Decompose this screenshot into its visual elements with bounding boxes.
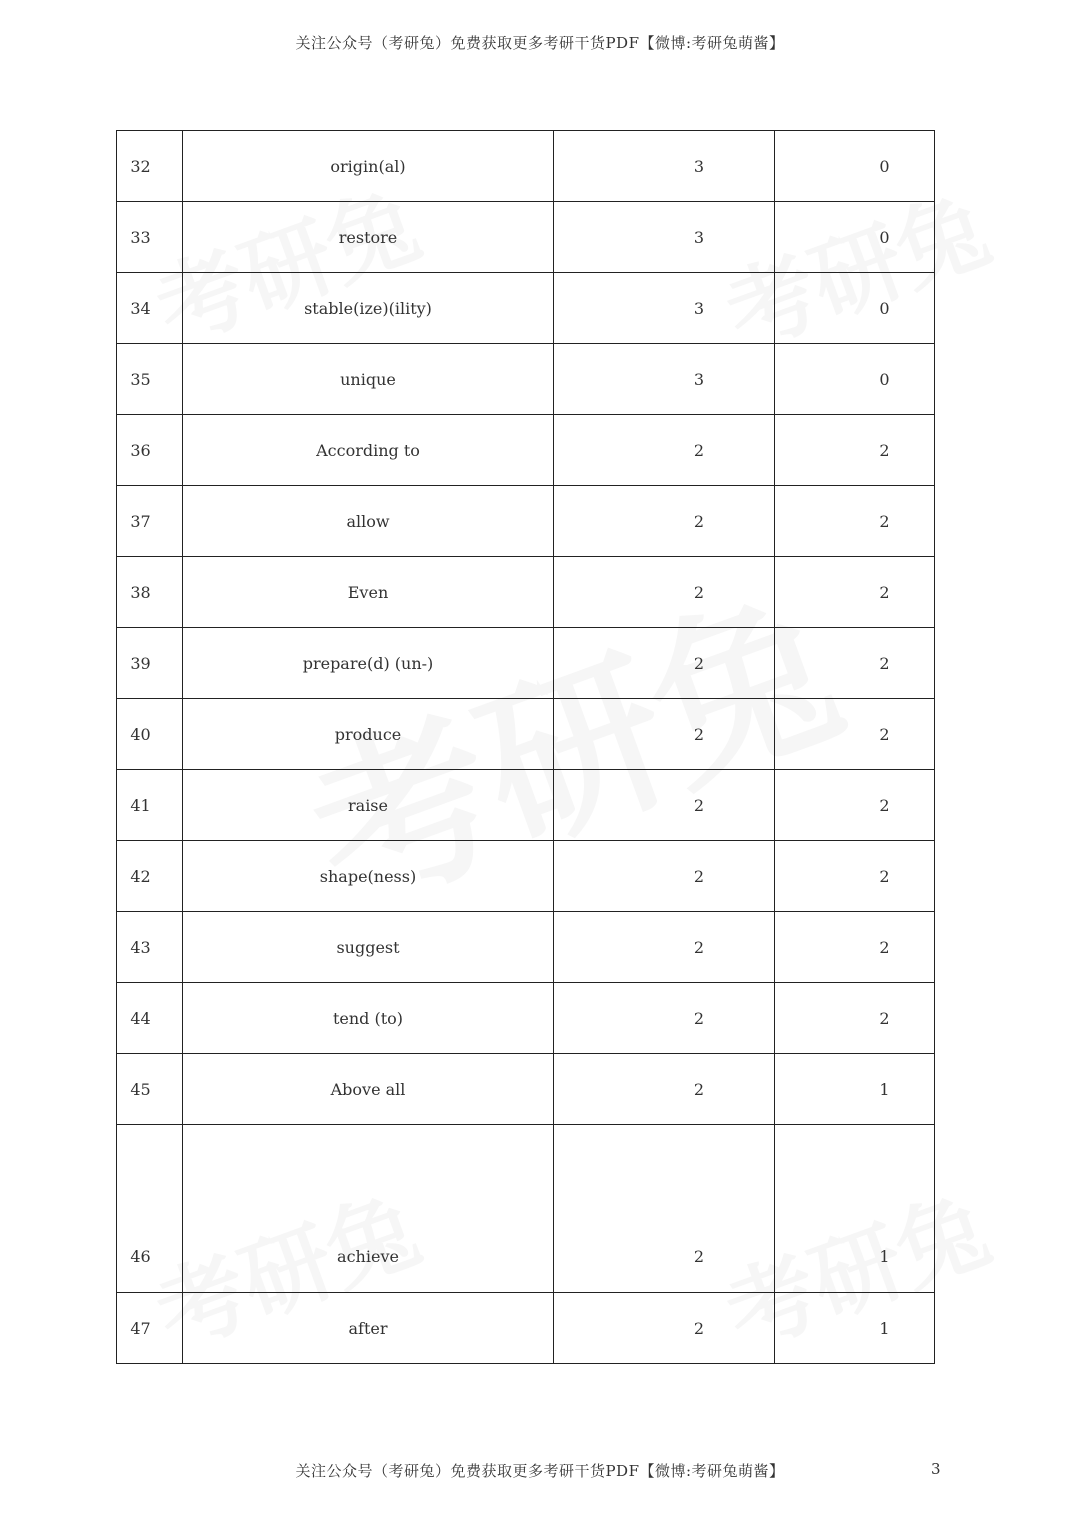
count-cell: 2 [554, 1125, 775, 1293]
row-number: 37 [117, 486, 183, 557]
word-cell: prepare(d) (un-) [183, 628, 554, 699]
table-row [117, 699, 935, 770]
row-number: 33 [117, 202, 183, 273]
table-row [117, 770, 935, 841]
vocabulary-table [116, 130, 935, 1364]
row-number: 42 [117, 841, 183, 912]
count-cell: 2 [775, 699, 935, 770]
count-cell: 2 [554, 983, 775, 1054]
word-cell: after [183, 1293, 554, 1364]
table-row [117, 202, 935, 273]
table-row [117, 1293, 935, 1364]
count-cell: 2 [554, 912, 775, 983]
count-cell: 2 [775, 983, 935, 1054]
word-cell: suggest [183, 912, 554, 983]
count-cell: 0 [775, 202, 935, 273]
count-cell: 0 [775, 273, 935, 344]
count-cell: 3 [554, 202, 775, 273]
count-cell: 2 [554, 415, 775, 486]
table-row [117, 415, 935, 486]
count-cell: 1 [775, 1054, 935, 1125]
count-cell: 3 [554, 273, 775, 344]
row-number: 32 [117, 131, 183, 202]
row-number: 40 [117, 699, 183, 770]
table-row [117, 841, 935, 912]
word-cell: shape(ness) [183, 841, 554, 912]
table-row [117, 486, 935, 557]
count-cell: 2 [554, 486, 775, 557]
row-number: 44 [117, 983, 183, 1054]
word-cell: unique [183, 344, 554, 415]
page-number: 3 [931, 1460, 941, 1478]
count-cell: 2 [554, 1293, 775, 1364]
table-row [117, 983, 935, 1054]
count-cell: 2 [775, 557, 935, 628]
word-cell: restore [183, 202, 554, 273]
row-number: 38 [117, 557, 183, 628]
count-cell: 0 [775, 344, 935, 415]
count-cell: 2 [554, 841, 775, 912]
count-cell: 2 [554, 628, 775, 699]
count-cell: 2 [775, 841, 935, 912]
table-row [117, 912, 935, 983]
table-row [117, 557, 935, 628]
row-number: 35 [117, 344, 183, 415]
table-row [117, 628, 935, 699]
count-cell: 3 [554, 131, 775, 202]
count-cell: 1 [775, 1293, 935, 1364]
row-number: 36 [117, 415, 183, 486]
count-cell: 2 [775, 415, 935, 486]
word-cell: According to [183, 415, 554, 486]
word-cell: origin(al) [183, 131, 554, 202]
row-number: 41 [117, 770, 183, 841]
word-cell: Above all [183, 1054, 554, 1125]
word-cell: stable(ize)(ility) [183, 273, 554, 344]
word-cell: produce [183, 699, 554, 770]
table-row [117, 1125, 935, 1293]
count-cell: 2 [775, 486, 935, 557]
count-cell: 2 [554, 1054, 775, 1125]
table-row [117, 344, 935, 415]
row-number: 43 [117, 912, 183, 983]
count-cell: 0 [775, 131, 935, 202]
count-cell: 3 [554, 344, 775, 415]
row-number: 39 [117, 628, 183, 699]
count-cell: 2 [554, 770, 775, 841]
word-cell: tend (to) [183, 983, 554, 1054]
word-cell: Even [183, 557, 554, 628]
count-cell: 2 [775, 628, 935, 699]
table-row [117, 1054, 935, 1125]
row-number: 45 [117, 1054, 183, 1125]
row-number: 47 [117, 1293, 183, 1364]
page-footer: 关注公众号（考研兔）免费获取更多考研干货PDF【微博:考研兔萌酱】 [295, 1462, 785, 1480]
word-cell: achieve [183, 1125, 554, 1293]
page-header: 关注公众号（考研兔）免费获取更多考研干货PDF【微博:考研兔萌酱】 [295, 34, 785, 52]
count-cell: 2 [775, 912, 935, 983]
table-row [117, 273, 935, 344]
table-row [117, 131, 935, 202]
word-cell: raise [183, 770, 554, 841]
row-number: 46 [117, 1125, 183, 1293]
row-number: 34 [117, 273, 183, 344]
count-cell: 2 [554, 557, 775, 628]
word-cell: allow [183, 486, 554, 557]
count-cell: 1 [775, 1125, 935, 1293]
count-cell: 2 [554, 699, 775, 770]
count-cell: 2 [775, 770, 935, 841]
